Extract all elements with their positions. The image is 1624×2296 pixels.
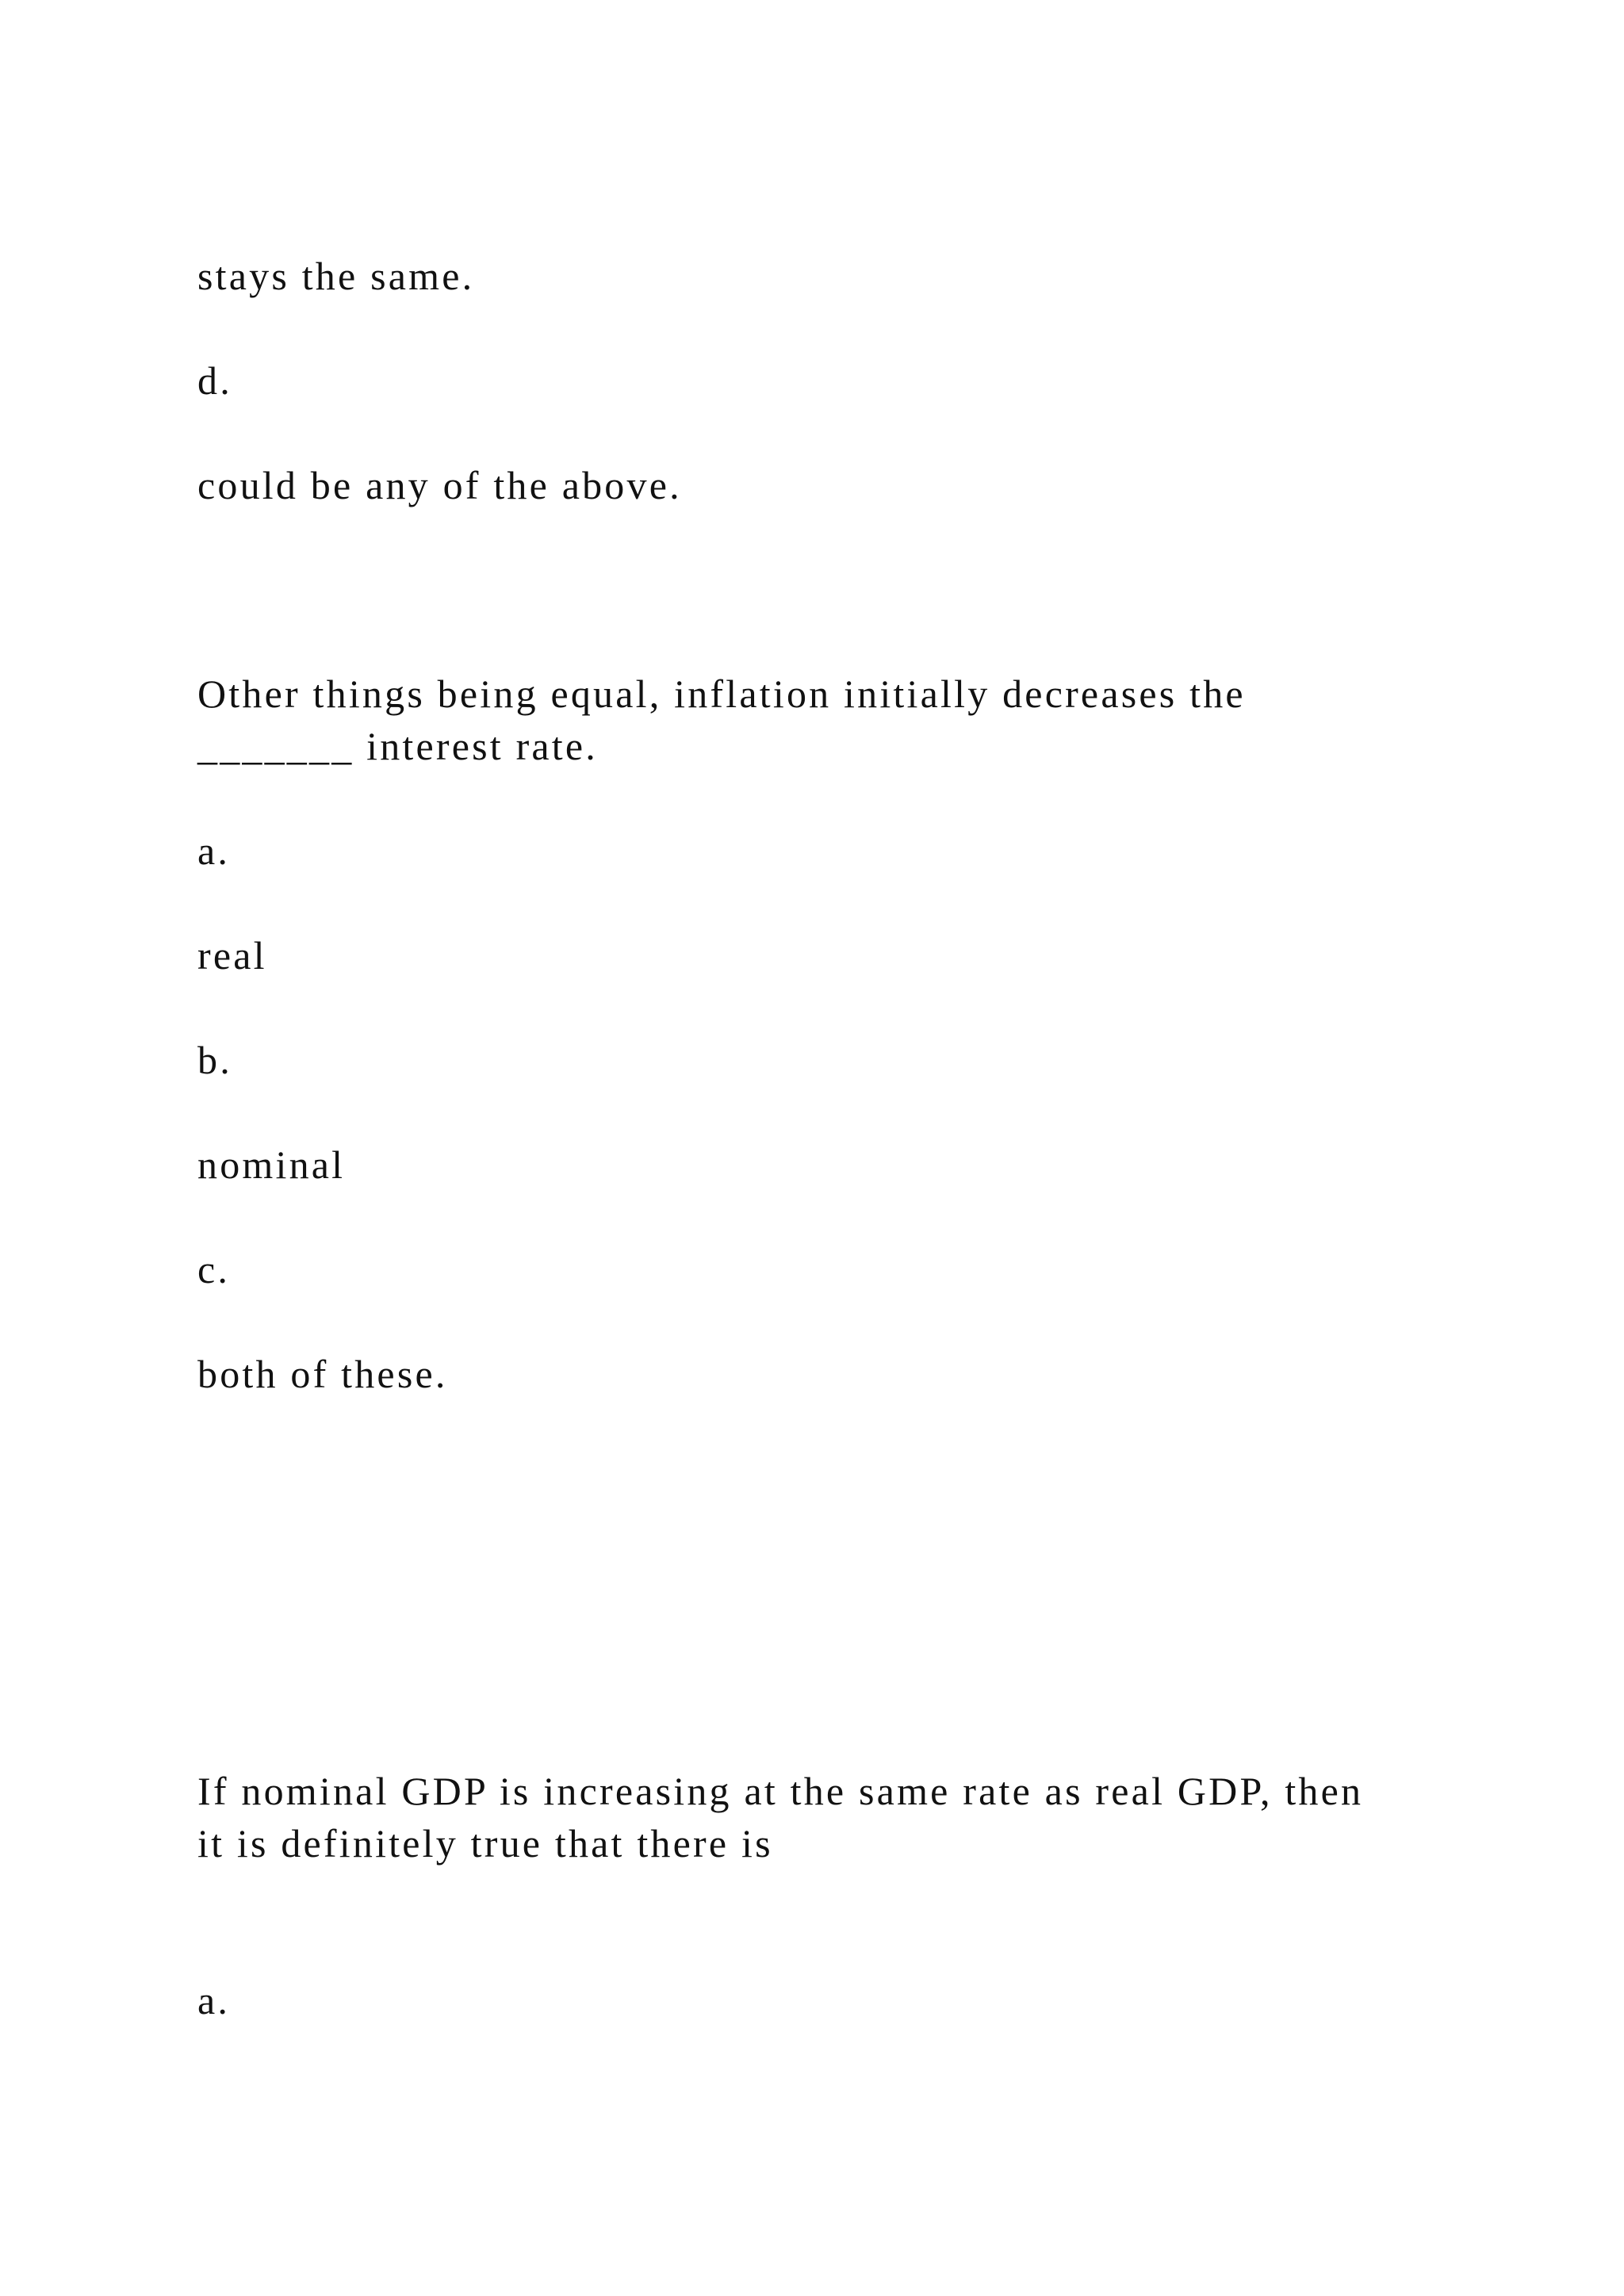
question-prompt: If nominal GDP is increasing at the same rate as real GDP, then <box>197 1769 1364 1813</box>
option-letter: d. <box>197 358 232 403</box>
option-letter: c. <box>197 1247 231 1292</box>
option-text: could be any of the above. <box>197 463 682 507</box>
option-text: both of these. <box>197 1352 448 1396</box>
question-prompt: Other things being equal, inflation initially decreases the <box>197 672 1246 716</box>
option-text: real <box>197 933 267 978</box>
option-letter: b. <box>197 1038 232 1082</box>
option-letter: a. <box>197 1978 231 2022</box>
option-text: nominal <box>197 1142 346 1187</box>
question-prompt: _______ interest rate. <box>197 724 598 768</box>
option-letter: a. <box>197 828 231 873</box>
question-prompt: it is definitely true that there is <box>197 1821 773 1866</box>
option-text: stays the same. <box>197 254 475 298</box>
